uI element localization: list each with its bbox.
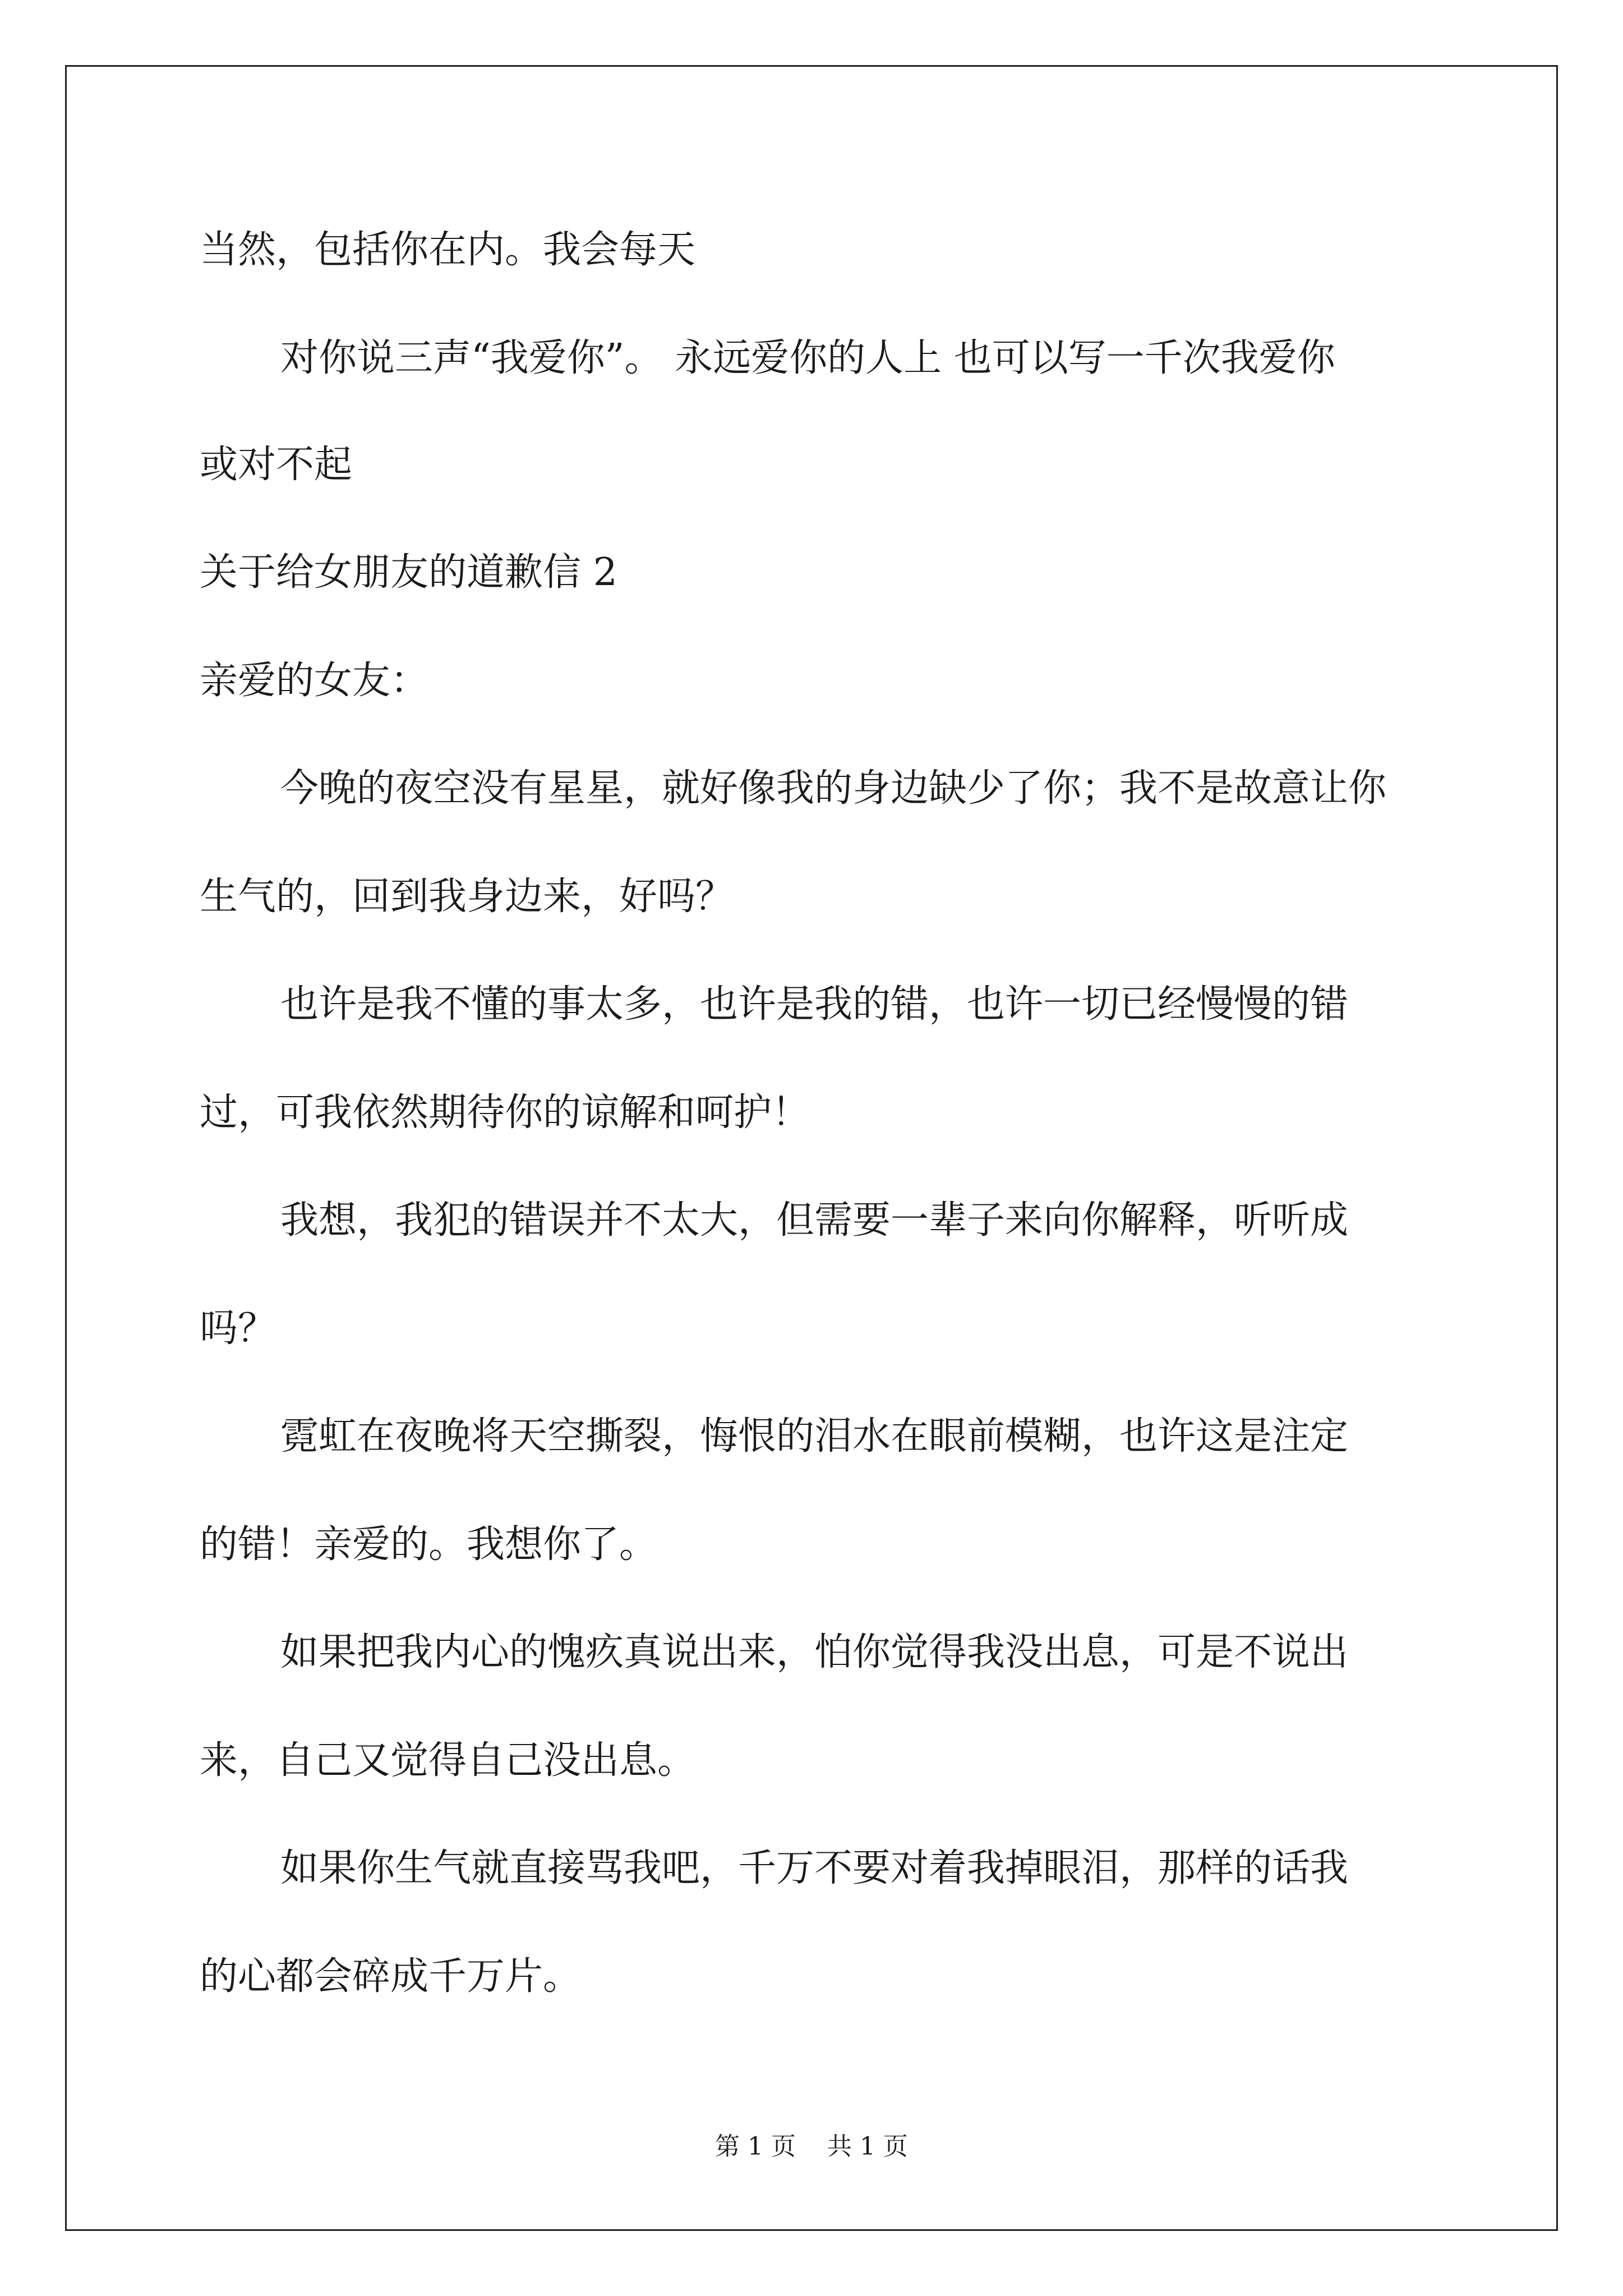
text-line: 如果把我内心的愧疚真说出来，怕你觉得我没出息，可是不说出 [280, 1630, 1349, 1674]
text-line: 霓虹在夜晚将天空撕裂，悔恨的泪水在眼前模糊，也许这是注定 [280, 1414, 1349, 1458]
page-border [65, 65, 1558, 2231]
page-number-footer: 第 1 页 共 1 页 [715, 2132, 908, 2161]
salutation: 亲爱的女友： [200, 659, 429, 703]
text-line: 当然，包括你在内。我会每天 [200, 228, 696, 272]
text-line: 吗？ [200, 1306, 276, 1351]
section-heading: 关于给女朋友的道歉信 2 [200, 550, 617, 595]
text-line: 今晚的夜空没有星星，就好像我的身边缺少了你；我不是故意让你 [280, 766, 1387, 811]
text-line: 如果你生气就直接骂我吧，千万不要对着我掉眼泪，那样的话我 [280, 1846, 1349, 1890]
text-line: 对你说三声“我爱你”。 永远爱你的人上 也可以写一千次我爱你 [280, 336, 1335, 380]
text-line: 的心都会碎成千万片。 [200, 1954, 582, 1999]
text-line: 的错！亲爱的。我想你了。 [200, 1522, 658, 1567]
text-line: 我想，我犯的错误并不太大，但需要一辈子来向你解释，听听成 [280, 1198, 1349, 1243]
text-line: 也许是我不懂的事太多，也许是我的错，也许一切已经慢慢的错 [280, 982, 1349, 1027]
text-line: 生气的，回到我身边来，好吗？ [200, 875, 734, 919]
text-line: 来，自己又觉得自己没出息。 [200, 1738, 696, 1783]
text-line: 过，可我依然期待你的谅解和呵护！ [200, 1091, 810, 1135]
text-line: 或对不起 [200, 443, 353, 487]
